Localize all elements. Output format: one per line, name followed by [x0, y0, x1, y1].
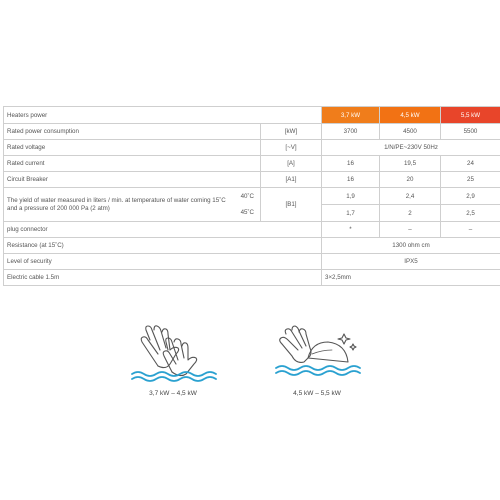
cell-value: 16	[322, 156, 380, 172]
row-label: Electric cable 1.5m	[4, 270, 322, 286]
row-label: Rated current	[4, 156, 261, 172]
cell-value: 24	[441, 156, 500, 172]
table-row-security	[4, 254, 500, 270]
table-row-header	[4, 107, 500, 124]
row-unit: [A]	[261, 156, 322, 172]
cell-value: 3700	[322, 124, 380, 140]
row-unit: [kW]	[261, 124, 322, 140]
table-row-resistance	[4, 238, 500, 254]
heaters-power-label: Heaters power	[4, 107, 322, 124]
cell-value: 19,5	[380, 156, 441, 172]
cell-value: 1,9	[322, 188, 380, 205]
model-5-5kw-header: 5,5 kW	[441, 107, 500, 124]
table-row-plug	[4, 222, 500, 238]
model-4-5kw-header: 4,5 kW	[380, 107, 441, 124]
row-unit: [B1]	[261, 188, 322, 222]
row-label: plug connector	[4, 222, 322, 238]
cell-value: –	[380, 222, 441, 238]
cell-value: 1300 ohm cm	[322, 238, 500, 254]
table-row-voltage	[4, 140, 500, 156]
cell-value: 2,9	[441, 188, 500, 205]
row-unit: [A1]	[261, 172, 322, 188]
cell-value: 20	[380, 172, 441, 188]
table-row-current	[4, 156, 500, 172]
cell-value: 1,7	[322, 205, 380, 222]
cell-value: IPX5	[322, 254, 500, 270]
table-row-breaker	[4, 172, 500, 188]
row-label: The yield of water measured in liters / min. at temperature of water coming 15˚C and a pressure of 200 000 Pa (2 atm)	[7, 196, 226, 212]
cell-value: 3×2,5mm	[322, 270, 500, 286]
left-illustration-caption: 3,7 kW – 4,5 kW	[149, 390, 197, 397]
table-row-cable	[4, 270, 500, 286]
yield-label-cell	[4, 188, 261, 222]
cell-value: 1/N/PE~230V 50Hz	[322, 140, 500, 156]
specification-table	[3, 106, 500, 286]
cell-value: 25	[441, 172, 500, 188]
row-unit: [~V]	[261, 140, 322, 156]
cell-value: 2,5	[441, 205, 500, 222]
cell-value: 2,4	[380, 188, 441, 205]
cell-value: 2	[380, 205, 441, 222]
hands-washing-illustration	[128, 322, 218, 384]
cell-value: 16	[322, 172, 380, 188]
cell-value: –	[441, 222, 500, 238]
table-row-yield-40	[4, 188, 500, 205]
row-label: Level of security	[4, 254, 322, 270]
row-label: Rated power consumption	[4, 124, 261, 140]
temp-40-label: 40˚C	[240, 193, 254, 200]
right-illustration-caption: 4,5 kW – 5,5 kW	[293, 390, 341, 397]
row-label: Rated voltage	[4, 140, 261, 156]
cell-value: *	[322, 222, 380, 238]
cell-value: 4500	[380, 124, 441, 140]
model-3-7kw-header: 3,7 kW	[322, 107, 380, 124]
row-label: Circuit Breaker	[4, 172, 261, 188]
table-row-power	[4, 124, 500, 140]
temp-45-label: 45˚C	[240, 209, 254, 216]
row-label: Resistance (at 15˚C)	[4, 238, 322, 254]
cell-value: 5500	[441, 124, 500, 140]
hand-scrub-illustration	[272, 322, 362, 384]
